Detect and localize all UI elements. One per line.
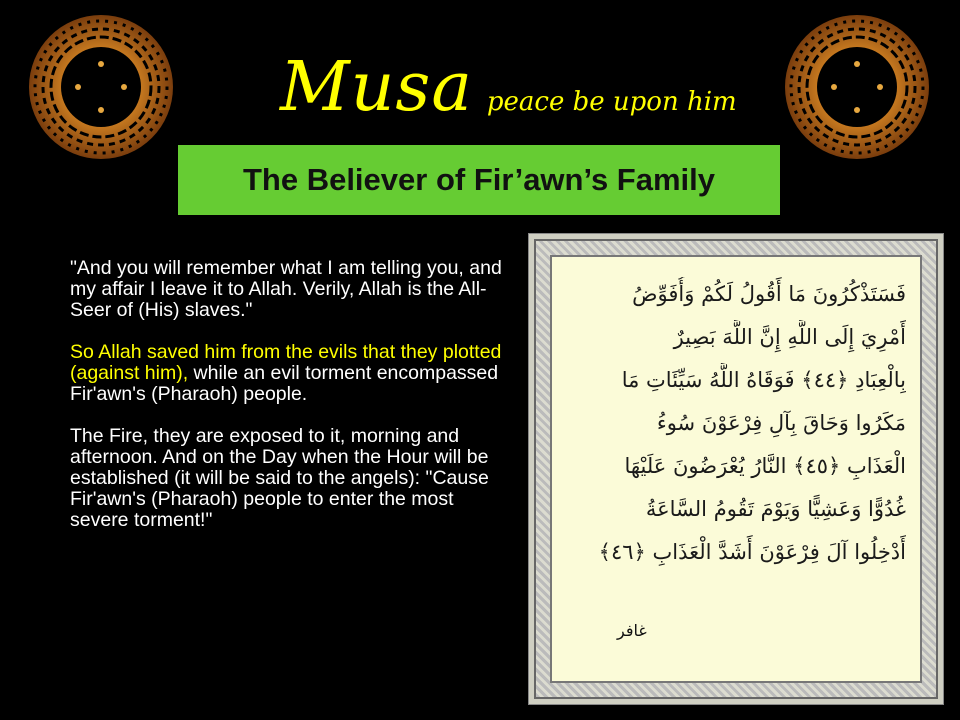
calligraphy-medallion-icon [782,12,932,162]
quran-line: أَدْخِلُوا آلَ فِرْعَوْنَ أَشَدَّ الْعَذَابِ ﴿٤٦﴾ [598,540,906,564]
verse-paragraph-2 [70,342,515,405]
highlighted-text: So Allah saved him from the evils that they plotted (against him), [70,341,502,384]
paragraph-2-continuation: while an evil torment encompassed Fir'awn's (Pharaoh) people. [70,362,499,405]
quran-line: غُدُوًّا وَعَشِيًّا وَيَوْمَ تَقُومُ السَّاعَةُ [645,497,906,521]
quran-text-page [550,255,922,683]
title-main: Musa [280,48,473,127]
quran-line: مَكَرُوا وَحَاقَ بِآلِ فِرْعَوْنَ سُوءُ [656,411,906,435]
body-text [70,258,515,552]
quran-line: الْعَذَابِ ﴿٤٥﴾ النَّارُ يُعْرَضُونَ عَلَيْهَا [624,454,906,478]
verse-paragraph-1: "And you will remember what I am telling you, and my affair I leave it to Allah. Verily, Allah is the All-Seer of (His) slaves." [70,257,502,321]
title-subtitle: peace be upon him [486,87,737,117]
verse-paragraph-3: The Fire, they are exposed to it, morning and afternoon. And on the Day when the Hour will be established (it will be said to the angels): "Cause Fir'awn's (Pharaoh) people to enter the most severe torment!" [70,425,489,531]
quran-line: بِالْعِبَادِ ﴿٤٤﴾ فَوَقَاهُ اللَّهُ سَيِّئَاتِ مَا [621,368,906,392]
quran-page-image [528,233,944,705]
banner-text: The Believer of Fir’awn’s Family [242,162,716,197]
section-banner [178,145,780,215]
surah-name: غافر [617,621,647,640]
calligraphy-medallion-icon [26,12,176,162]
quran-line: فَسَتَذْكُرُونَ مَا أَقُولُ لَكُمْ وَأُفَوِّضُ [632,282,906,306]
slide-title [280,48,737,127]
quran-line: أَمْرِيَ إِلَى اللَّهِ إِنَّ اللَّهَ بَصِيرٌ [673,325,906,349]
